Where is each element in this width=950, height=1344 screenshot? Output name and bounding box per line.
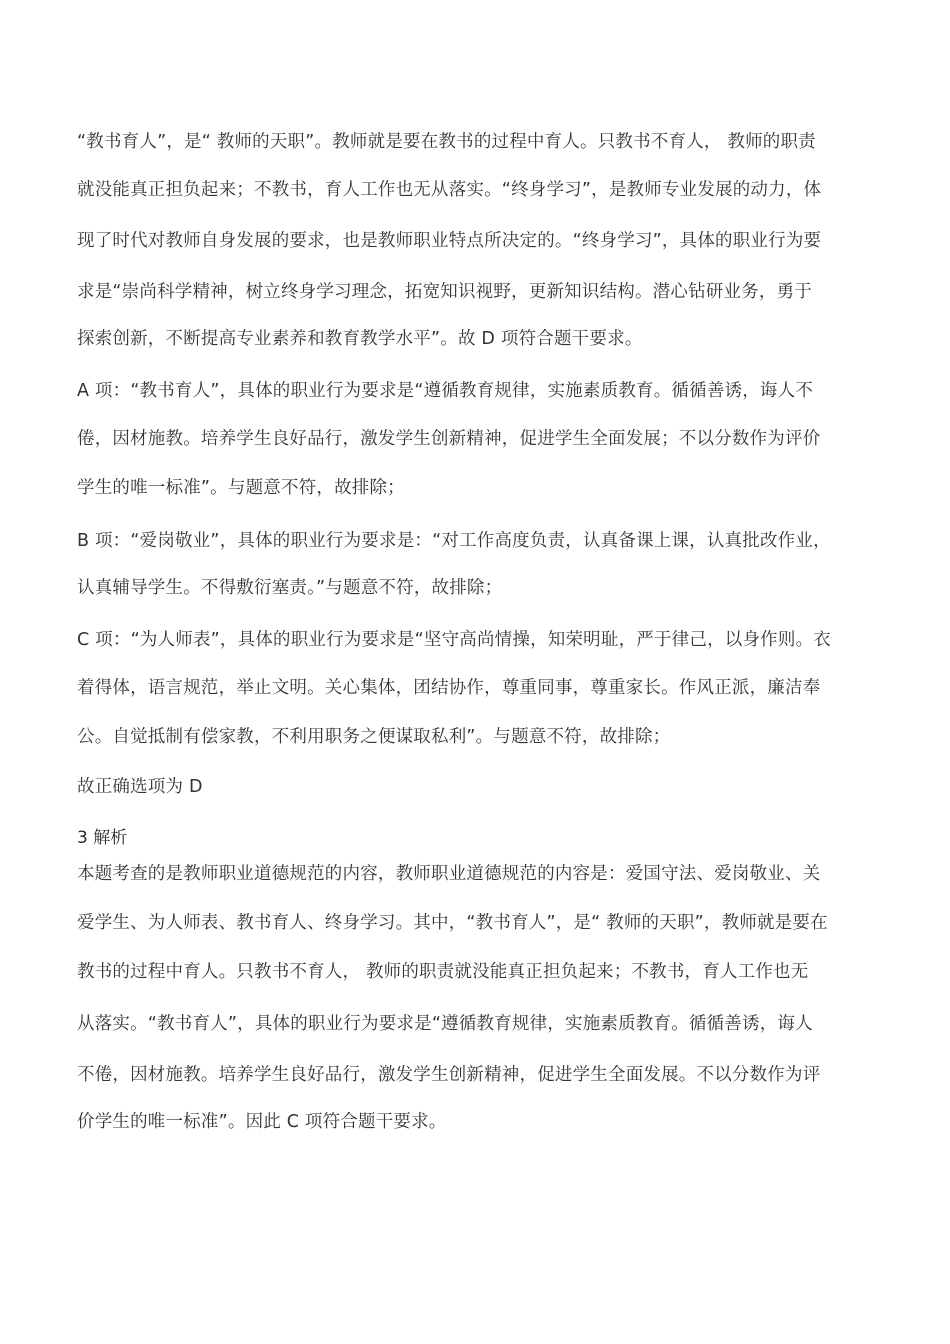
paragraph-2-line-1: 本题考查的是教师职业道德规范的内容，教师职业道德规范的内容是：爱国守法、爱岗敬业、关: [77, 864, 821, 884]
option-c-line-2: 着得体，语言规范，举止文明。关心集体，团结协作，尊重同事，尊重家长。作风正派，廉洁奉: [77, 678, 821, 698]
paragraph-1-line-2: 就没能真正担负起来；不教书，育人工作也无从落实。“终身学习”，是教师专业发展的动力，体: [77, 180, 822, 200]
paragraph-1-line-3: 现了时代对教师自身发展的要求，也是教师职业特点所决定的。“终身学习”，具体的职业行为要: [77, 231, 822, 251]
option-b-line-2: 认真辅导学生。不得敷衍塞责。”与题意不符，故排除；: [77, 578, 503, 598]
option-a-line-1: A 项：“教书育人”，具体的职业行为要求是“遵循教育规律，实施素质教育。循循善诱，诲人不: [77, 381, 814, 401]
paragraph-2-line-4: 从落实。“教书育人”，具体的职业行为要求是“遵循教育规律，实施素质教育。循循善诱，诲人: [77, 1014, 813, 1034]
paragraph-2-line-5: 不倦，因材施教。培养学生良好品行，激发学生创新精神，促进学生全面发展。不以分数作为评: [77, 1065, 821, 1085]
option-c-line-3: 公。自觉抵制有偿家教，不利用职务之便谋取私利”。与题意不符，故排除；: [77, 727, 671, 747]
option-a-line-2: 倦，因材施教。培养学生良好品行，激发学生创新精神，促进学生全面发展；不以分数作为评价: [77, 429, 821, 449]
option-a-line-3: 学生的唯一标准”。与题意不符，故排除；: [77, 478, 405, 498]
paragraph-1-line-1: “教书育人”，是“ 教师的天职”。教师就是要在教书的过程中育人。只教书不育人， 教师的职责: [77, 132, 816, 152]
paragraph-2-line-6: 价学生的唯一标准”。因此 C 项符合题干要求。: [77, 1112, 447, 1132]
option-c-line-1: C 项：“为人师表”，具体的职业行为要求是“坚守高尚情操，知荣明耻，严于律己，以身作则。衣: [77, 630, 831, 650]
paragraph-2-line-2: 爱学生、为人师表、教书育人、终身学习。其中，“教书育人”，是“ 教师的天职”，教师就是要在: [77, 913, 828, 933]
section-heading: 3 解析: [77, 828, 128, 848]
paragraph-2-line-3: 教书的过程中育人。只教书不育人， 教师的职责就没能真正担负起来；不教书，育人工作也无: [77, 962, 809, 982]
paragraph-1-line-5: 探索创新，不断提高专业素养和教育教学水平”。故 D 项符合题干要求。: [77, 329, 643, 349]
option-b-line-1: B 项：“爱岗敬业”，具体的职业行为要求是：“对工作高度负责，认真备课上课，认真批改作业，: [77, 531, 831, 551]
conclusion-text: 故正确选项为 D: [77, 777, 203, 797]
paragraph-1-line-4: 求是“崇尚科学精神，树立终身学习理念，拓宽知识视野，更新知识结构。潜心钻研业务，勇于: [77, 282, 812, 302]
